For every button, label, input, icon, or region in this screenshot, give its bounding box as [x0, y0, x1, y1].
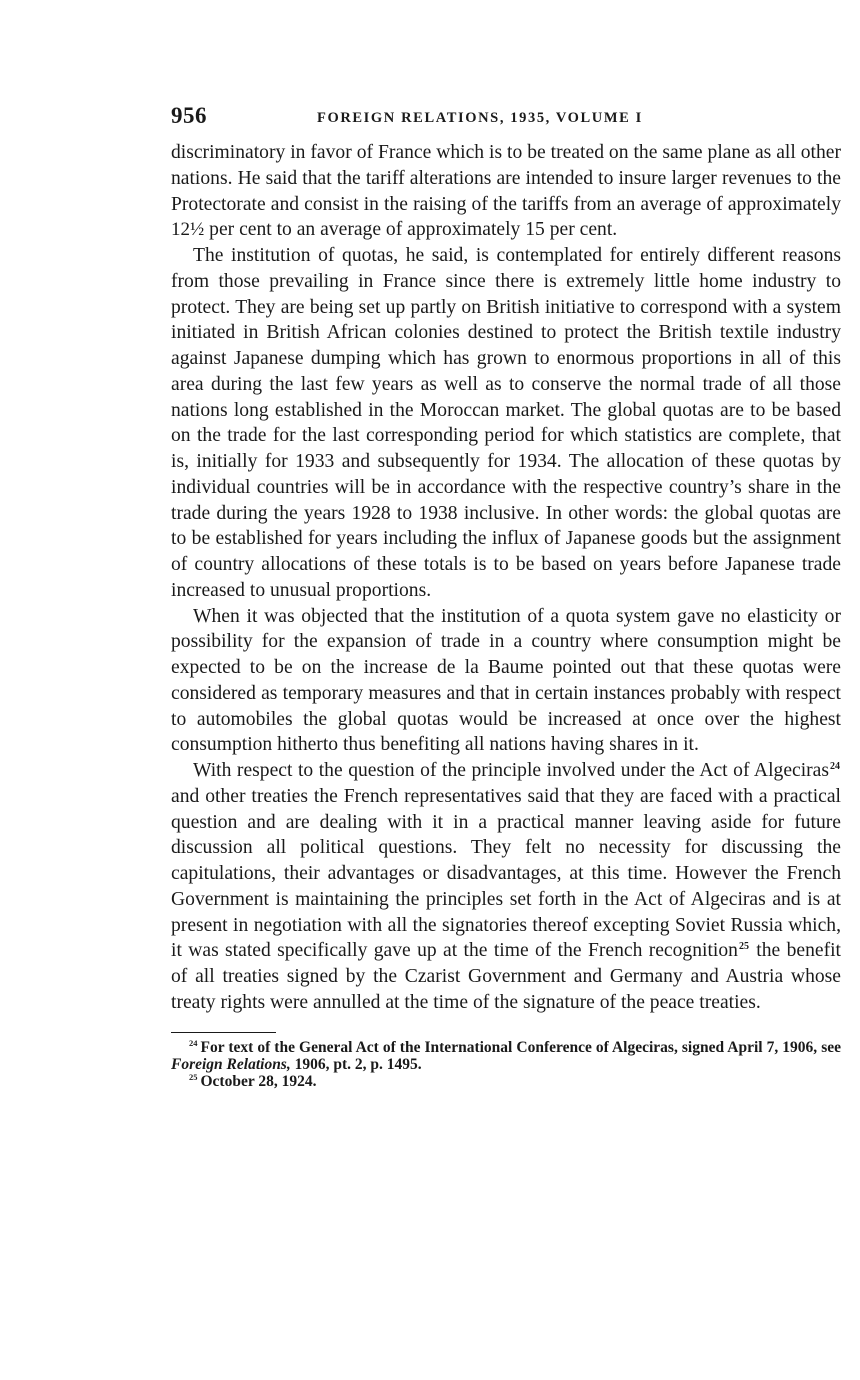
- body-text: [171, 140, 841, 1016]
- footnote-24: $^{24}$ For text of the General Act of the International Conference of Algeciras, signed April 7, 1906, see Foreign Relations, 1906, pt. 2, p. 1495.: [171, 1037, 841, 1073]
- footnote-25: $^{25}$ October 28, 1924.: [189, 1071, 317, 1090]
- footnote-marker: 24: [189, 1037, 198, 1048]
- paragraph-1: discriminatory in favor of France which is to be treated on the same plane as all other nations. He said that the tariff alterations are intended to insure larger revenues to the Protectorate and consist in the raising of the tariffs from an average of approximately 12½ per cent to an average of approximately 15 per cent.: [171, 142, 841, 241]
- paragraph-3: When it was objected that the institution of a quota system gave no elasticity or possibility for the expansion of trade in a country where consumption might be expected to be on the increase de la Baume pointed out that these quotas were considered as temporary measures and that in certain instances probably with respect to automobiles the global quotas would be increased at once over the highest consumption hitherto thus benefiting all nations having shares in it.: [171, 605, 841, 756]
- fraction-value: 12½: [171, 219, 205, 241]
- running-head: FOREIGN RELATIONS, 1935, VOLUME I: [317, 110, 643, 126]
- publication-title: Foreign Relations,: [171, 1055, 291, 1073]
- footnotes: [171, 1039, 841, 1090]
- footnote-ref-25[interactable]: 25: [738, 941, 749, 953]
- paragraph-4: With respect to the question of the principle involved under the Act of Algeciras$^{24}$ and other treaties the French representatives said that they are faced with a practical question and are dealing with it in a practical manner leaving aside for future discussion all political questions. They felt no necessity for discussing the capitulations, their advantages or disadvantages, at this time. However the French Government is maintaining the principles set forth in the Act of Algeciras and is at present in negotiation with all the signatories thereof excepting Soviet Russia which, it was stated specifically gave up at the time of the French recognition$^{25}$ the benefit of all treaties signed by the Czarist Government and Germany and Austria whose treaty rights were annulled at the time of the signature of the peace treaties.: [171, 760, 841, 1013]
- document-page: [171, 100, 841, 1090]
- footnote-ref-24[interactable]: 24: [830, 761, 840, 772]
- footnote-marker: 25: [189, 1071, 198, 1082]
- paragraph-2: The institution of quotas, he said, is contemplated for entirely different reasons from those prevailing in France since there is extremely little home industry to protect. They are being set up partly on British initiative to correspond with a system initiated in British African colonies destined to protect the British textile industry against Japanese dumping which has grown to enormous proportions in all of this area during the last few years as well as to conserve the normal trade of all those nations long established in the Moroccan market. The global quotas are to be based on the trade for the last corresponding period for which statistics are complete, that is, initially for 1933 and subsequently for 1934. The allocation of these quotas by individual countries will be in accordance with the respective country’s share in the trade during the years 1928 to 1938 inclusive. In other words: the global quotas are to be established for years including the influx of Japanese goods but the assignment of country allocations of these totals is to be based on years before Japanese trade increased to unusual proportions.: [171, 245, 841, 601]
- page-header: [171, 100, 841, 140]
- footnote-divider: [171, 1032, 276, 1033]
- page-number: 956: [171, 103, 207, 128]
